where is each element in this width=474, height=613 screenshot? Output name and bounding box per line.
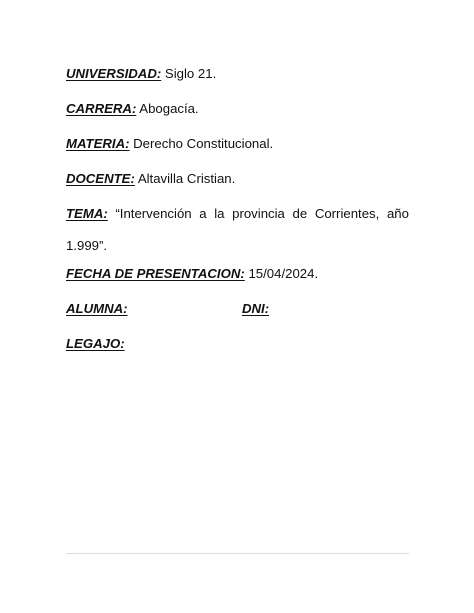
tema-word: “Intervención xyxy=(115,206,192,221)
alumna-line xyxy=(66,301,128,317)
docente-value: Altavilla Cristian. xyxy=(137,171,236,186)
universidad-line xyxy=(66,66,216,82)
tema-word: de xyxy=(292,206,308,221)
alumna-label: ALUMNA: xyxy=(66,301,128,316)
tema-word: provincia xyxy=(232,206,285,221)
universidad-label: UNIVERSIDAD: xyxy=(66,66,162,81)
tema-word: año xyxy=(386,206,409,221)
carrera-label: CARRERA: xyxy=(66,101,137,116)
dni-line xyxy=(242,301,269,317)
docente-line xyxy=(66,171,235,187)
universidad-value: Siglo 21. xyxy=(164,66,217,81)
tema-label: TEMA: xyxy=(66,206,108,221)
dni-label: DNI: xyxy=(242,301,270,316)
materia-line xyxy=(66,136,273,152)
legajo-line xyxy=(66,336,125,352)
tema-line-2: 1.999”. xyxy=(66,238,108,253)
fecha-value: 15/04/2024. xyxy=(248,266,319,281)
fecha-label: FECHA DE PRESENTACION: xyxy=(66,266,245,281)
tema-word: a xyxy=(199,206,207,221)
carrera-value: Abogacía. xyxy=(139,101,199,116)
docente-label: DOCENTE: xyxy=(66,171,135,186)
footer-divider xyxy=(66,553,409,554)
tema-word: la xyxy=(214,206,225,221)
materia-value: Derecho Constitucional. xyxy=(133,136,274,151)
carrera-line xyxy=(66,101,199,117)
materia-label: MATERIA: xyxy=(66,136,130,151)
tema-line-1 xyxy=(66,206,409,222)
tema-word: Corrientes, xyxy=(314,206,380,221)
tema-block xyxy=(66,206,409,254)
legajo-label: LEGAJO: xyxy=(66,336,125,351)
fecha-line xyxy=(66,266,318,282)
